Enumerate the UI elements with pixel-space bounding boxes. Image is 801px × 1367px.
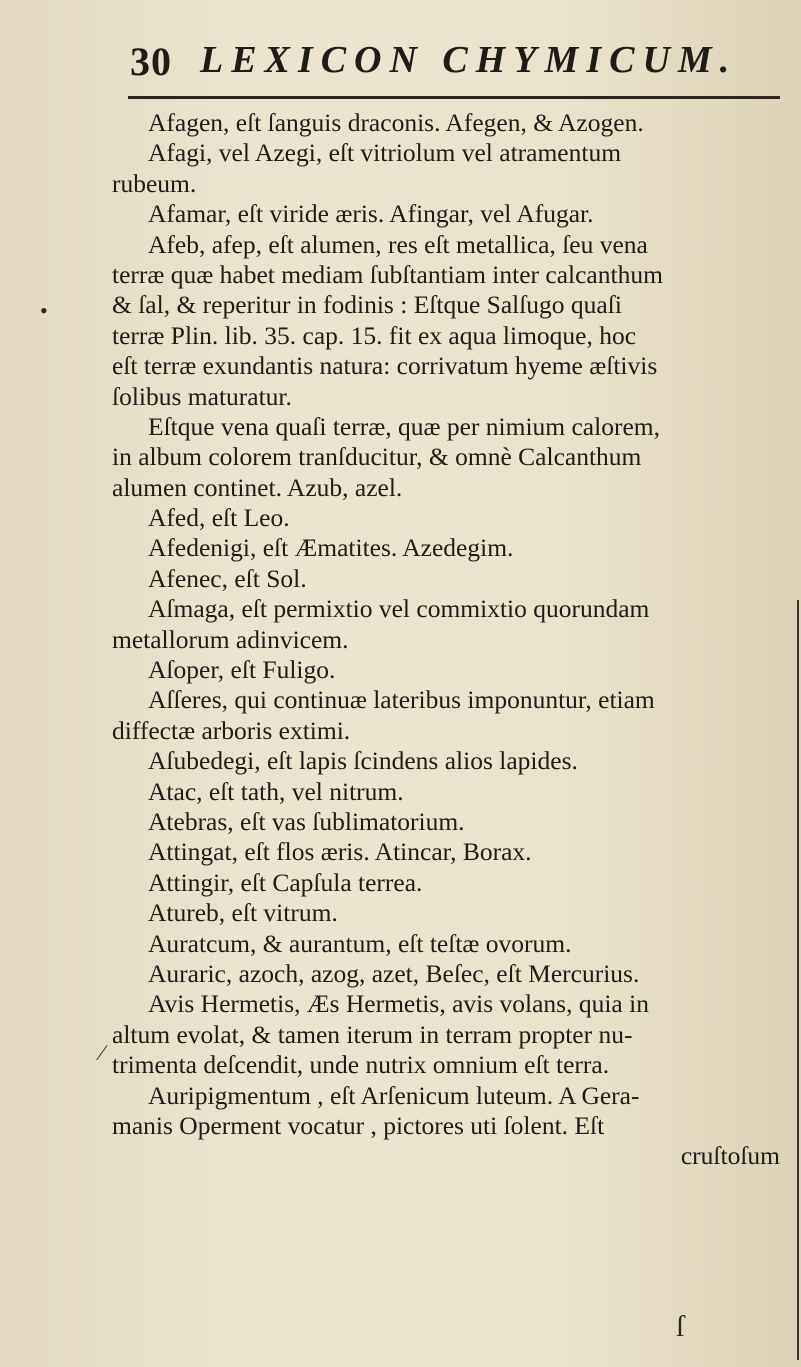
- text-line: Afagen, eſt ſanguis draconis. Afegen, & Azogen.: [148, 108, 644, 137]
- text-line: cruſtoſum: [680, 1141, 780, 1171]
- running-title: LEXICON CHYMICUM.: [200, 39, 738, 81]
- text-line: Aſubedegi, eſt lapis ſcindens alios lapides.: [148, 746, 578, 776]
- text-line: Afedenigi, eſt Æmatites. Azedegim.: [148, 533, 514, 563]
- text-line: Auripigmentum , eſt Arſenicum luteum. A Gera-: [148, 1080, 640, 1110]
- page-header: [130, 38, 780, 90]
- text-line: rubeum.: [112, 168, 197, 198]
- page-number: 30: [130, 39, 172, 84]
- text-line: ſolibus maturatur.: [112, 381, 292, 411]
- body-text: [112, 108, 801, 1172]
- text-line: Aſoper, eſt Fuligo.: [148, 655, 336, 685]
- text-line: Atebras, eſt vas ſublimatorium.: [148, 806, 465, 836]
- text-line: Afeb, afep, eſt alumen, res eſt metallica, ſeu vena: [148, 229, 648, 259]
- text-line: altum evolat, & tamen iterum in terram propter nu-: [112, 1019, 633, 1049]
- margin-stroke: ⁄: [100, 1040, 104, 1065]
- text-line: Atac, eſt tath, vel nitrum.: [148, 776, 404, 806]
- text-line: terræ Plin. lib. 35. cap. 15. fit ex aqua limoque, hoc: [112, 320, 637, 350]
- text-line: Aſſeres, qui continuæ lateribus imponuntur, etiam: [148, 685, 655, 715]
- text-line: Afenec, eſt Sol.: [148, 563, 307, 593]
- margin-dot: •: [40, 298, 48, 323]
- text-line: terræ quæ habet mediam ſubſtantiam inter calcanthum: [112, 259, 663, 289]
- catchword-mark: ſ: [676, 1310, 685, 1343]
- text-line: Eſtque vena quaſi terræ, quæ per nimium calorem,: [148, 411, 660, 441]
- text-line: Aſmaga, eſt permixtio vel commixtio quorundam: [148, 594, 650, 624]
- text-line: trimenta deſcendit, unde nutrix omnium eſt terra.: [112, 1050, 610, 1080]
- header-rule: [128, 96, 780, 99]
- text-line: Auratcum, & aurantum, eſt teſtæ ovorum.: [148, 928, 572, 958]
- text-line: eſt terræ exundantis natura: corrivatum hyeme æſtivis: [112, 351, 658, 381]
- text-line: diffectæ arboris extimi.: [112, 715, 351, 745]
- text-line: Afagi, vel Azegi, eſt vitriolum vel atramentum: [148, 138, 622, 168]
- text-line: Attingir, eſt Capſula terrea.: [148, 867, 423, 897]
- text-line: in album colorem tranſducitur, & omnè Calcanthum: [112, 442, 642, 472]
- text-line: Atureb, eſt vitrum.: [148, 898, 338, 928]
- text-line: alumen continet. Azub, azel.: [112, 472, 403, 502]
- text-line: Afamar, eſt viride æris. Afingar, vel Afugar.: [148, 199, 594, 229]
- text-line: Avis Hermetis, Æs Hermetis, avis volans, quia in: [148, 989, 649, 1019]
- text-line: Auraric, azoch, azog, azet, Beſec, eſt Mercurius.: [148, 958, 640, 988]
- text-line: metallorum adinvicem.: [112, 624, 349, 654]
- text-line: Attingat, eſt flos æris. Atincar, Borax.: [148, 837, 532, 867]
- text-line: Afed, eſt Leo.: [148, 503, 290, 533]
- text-line: & ſal, & reperitur in fodinis : Eſtque Salſugo quaſi: [112, 290, 622, 320]
- text-line: manis Operment vocatur , pictores uti ſolent. Eſt: [112, 1110, 605, 1140]
- page-edge: [797, 600, 799, 1360]
